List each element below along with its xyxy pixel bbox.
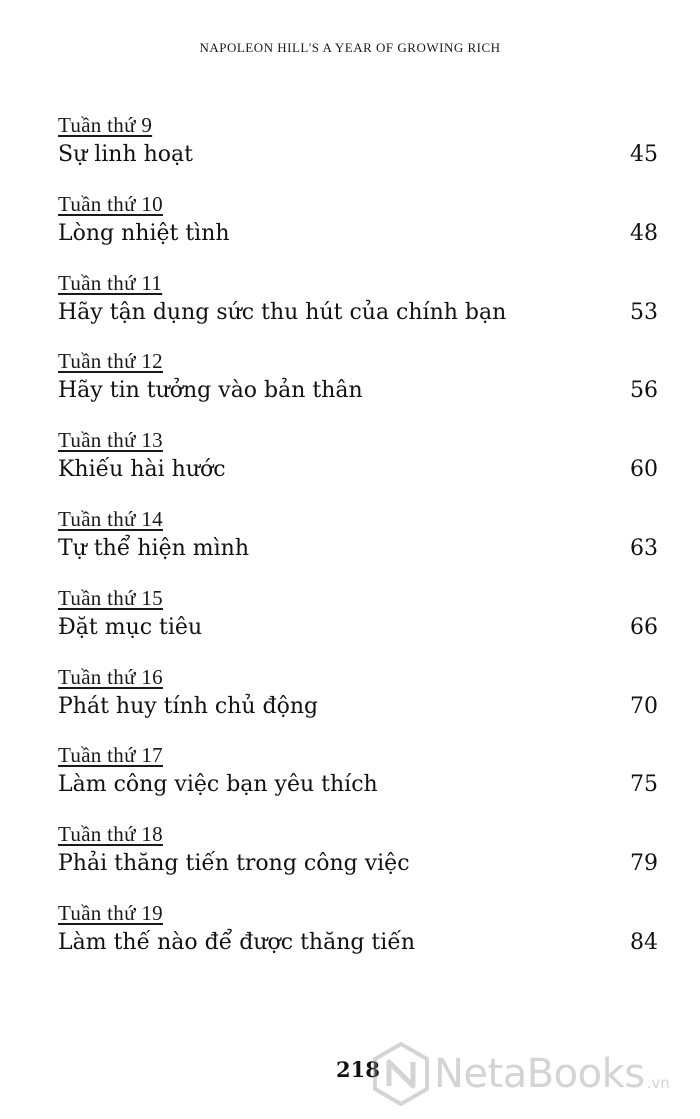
entry-page-number: 48 xyxy=(630,220,658,246)
entry-row xyxy=(58,376,660,406)
table-of-contents xyxy=(58,112,660,979)
running-header: NAPOLEON HILL'S A YEAR OF GROWING RICH xyxy=(199,40,501,55)
toc-entry-week-15 xyxy=(58,585,660,664)
toc-entry-week-11 xyxy=(58,270,660,349)
toc-entry-week-14 xyxy=(58,506,660,585)
entry-page-number: 53 xyxy=(630,299,658,325)
week-label: Tuần thứ 14 xyxy=(58,506,163,531)
week-label: Tuần thứ 12 xyxy=(58,349,163,374)
week-label: Tuần thứ 16 xyxy=(58,664,163,689)
entry-row xyxy=(58,534,660,564)
watermark xyxy=(372,1042,670,1106)
week-label: Tuần thứ 13 xyxy=(58,428,163,453)
entry-page-number: 79 xyxy=(630,851,658,877)
entry-row xyxy=(58,692,660,722)
week-label: Tuần thứ 10 xyxy=(58,191,163,216)
entry-row xyxy=(58,140,660,170)
entry-title: Sự linh hoạt xyxy=(58,142,194,167)
entry-title: Hãy tin tưởng vào bản thân xyxy=(58,378,363,404)
week-label: Tuần thứ 19 xyxy=(58,900,163,925)
entry-title: Đặt mục tiêu xyxy=(58,614,203,640)
page-number: 218 xyxy=(336,1057,380,1082)
entry-row xyxy=(58,928,660,958)
entry-page-number: 75 xyxy=(630,772,658,798)
entry-title: Làm thế nào để được thăng tiến xyxy=(58,929,416,955)
entry-title: Tự thể hiện mình xyxy=(58,535,249,561)
entry-row xyxy=(58,298,660,328)
week-label: Tuần thứ 17 xyxy=(58,743,163,768)
entry-title: Phải thăng tiến trong công việc xyxy=(58,851,410,877)
entry-page-number: 56 xyxy=(630,378,658,404)
week-label: Tuần thứ 15 xyxy=(58,585,163,610)
entry-title: Hãy tận dụng sức thu hút của chính bạn xyxy=(58,299,507,325)
week-label: Tuần thứ 18 xyxy=(58,822,163,847)
entry-page-number: 63 xyxy=(630,535,658,561)
entry-row xyxy=(58,849,660,879)
watermark-domain: .vn xyxy=(646,1074,670,1092)
entry-title: Làm công việc bạn yêu thích xyxy=(58,772,378,798)
entry-page-number: 60 xyxy=(630,457,658,483)
week-label: Tuần thứ 9 xyxy=(58,113,153,137)
entry-row xyxy=(58,613,660,643)
toc-entry-week-18 xyxy=(58,821,660,900)
watermark-brand: NetaBooks xyxy=(434,1051,645,1097)
netabooks-logo-icon xyxy=(372,1042,430,1106)
entry-row xyxy=(58,219,660,249)
toc-entry-week-17 xyxy=(58,742,660,821)
entry-title: Khiếu hài hước xyxy=(58,457,226,483)
toc-entry-week-9 xyxy=(58,112,660,191)
toc-entry-week-13 xyxy=(58,427,660,506)
entry-title: Phát huy tính chủ động xyxy=(58,693,319,719)
toc-entry-week-16 xyxy=(58,664,660,743)
entry-page-number: 70 xyxy=(630,693,658,719)
entry-page-number: 45 xyxy=(630,142,658,167)
week-label: Tuần thứ 11 xyxy=(58,270,163,295)
toc-entry-week-10 xyxy=(58,191,660,270)
toc-entry-week-19 xyxy=(58,900,660,979)
toc-entry-week-12 xyxy=(58,348,660,427)
entry-page-number: 66 xyxy=(630,614,658,640)
entry-row xyxy=(58,770,660,800)
entry-page-number: 84 xyxy=(630,929,658,955)
entry-row xyxy=(58,455,660,485)
entry-title: Lòng nhiệt tình xyxy=(58,220,230,246)
